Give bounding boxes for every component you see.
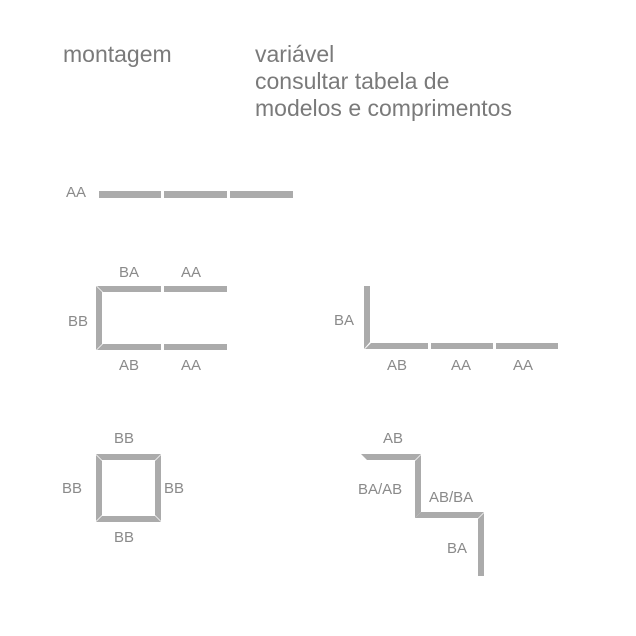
u-side-segment — [96, 286, 102, 350]
straight-assembly — [99, 191, 293, 198]
step-top-label: AB — [383, 430, 404, 447]
u-side-label: BB — [68, 313, 89, 330]
note-line-2: consultar tabela de — [255, 68, 450, 94]
straight-segment-2 — [164, 191, 227, 198]
square-right-segment — [155, 455, 161, 521]
l-bottom-segment-2 — [431, 343, 493, 349]
step-top-segment — [361, 454, 421, 460]
montagem-heading: montagem — [63, 41, 172, 67]
square-left-label: BB — [62, 480, 83, 497]
l-bottom-label-3: AA — [513, 357, 534, 374]
l-side-segment — [364, 286, 370, 349]
step-bottom-label: BA — [447, 540, 468, 557]
square-top-segment — [96, 454, 161, 460]
u-top-right-segment — [164, 286, 227, 292]
l-assembly — [364, 286, 558, 349]
square-assembly — [96, 454, 161, 522]
u-assembly — [96, 286, 227, 350]
u-bottom-left-label: AB — [119, 357, 140, 374]
u-top-left-segment — [97, 286, 161, 292]
straight-segment-3 — [230, 191, 293, 198]
u-top-right-label: AA — [181, 264, 202, 281]
note-line-3: modelos e comprimentos — [255, 95, 512, 121]
step-mid-right-label: AB/BA — [429, 489, 474, 506]
square-bottom-segment — [96, 516, 161, 522]
note-line-1: variável — [255, 41, 335, 67]
u-bottom-right-segment — [164, 344, 227, 350]
straight-label: AA — [66, 184, 87, 201]
l-bottom-label-2: AA — [451, 357, 472, 374]
square-left-segment — [96, 455, 102, 521]
step-mid-left-label: BA/AB — [358, 481, 403, 498]
l-bottom-segment-1 — [365, 343, 428, 349]
step-middle-vertical-segment — [415, 455, 421, 518]
straight-segment-1 — [99, 191, 161, 198]
u-bottom-left-segment — [97, 344, 161, 350]
l-side-label: BA — [334, 312, 355, 329]
square-bottom-label: BB — [114, 529, 135, 546]
step-middle-horizontal-segment — [415, 512, 484, 518]
square-top-label: BB — [114, 430, 135, 447]
u-top-left-label: BA — [119, 264, 140, 281]
square-right-label: BB — [164, 480, 185, 497]
step-bottom-segment — [478, 513, 484, 576]
l-bottom-label-1: AB — [387, 357, 408, 374]
l-bottom-segment-3 — [496, 343, 558, 349]
u-bottom-right-label: AA — [181, 357, 202, 374]
